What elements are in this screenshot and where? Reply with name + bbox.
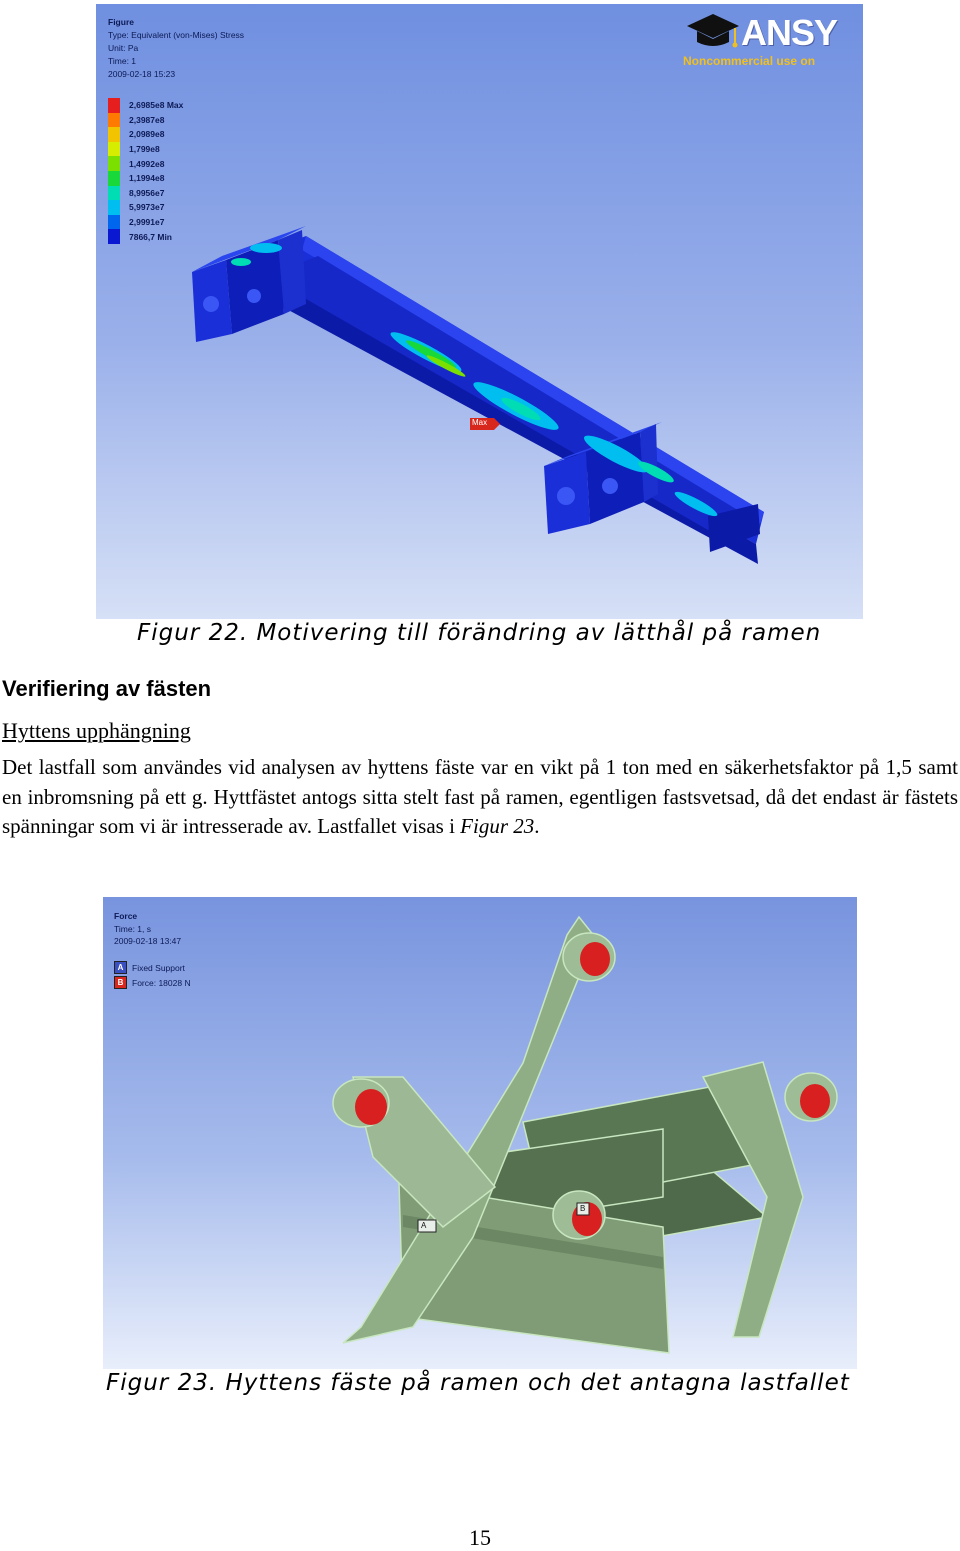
boundary-label: Force: 18028 N	[132, 977, 191, 988]
boundary-key: B	[114, 976, 127, 989]
frame-model-render	[96, 4, 863, 619]
boss-left	[333, 1079, 389, 1127]
figure-reference-link[interactable]: Figur 23	[460, 814, 535, 838]
scale-label: 1,4992e8	[129, 158, 165, 169]
force-marker: B	[580, 1204, 586, 1213]
meta-line: Type: Equivalent (von-Mises) Stress	[108, 30, 245, 40]
meta-line: Figure	[108, 17, 134, 27]
boss-top-back	[563, 933, 615, 981]
scale-label: 2,6985e8 Max	[129, 100, 184, 111]
scale-label: 1,1994e8	[129, 173, 165, 184]
meta-line: Time: 1	[108, 56, 137, 66]
meta-line: 2009-02-18 13:47	[114, 936, 182, 946]
scale-label: 2,0989e8	[129, 129, 165, 140]
max-stress-marker: Max	[472, 418, 488, 427]
paragraph-end: .	[534, 814, 540, 838]
logo-wordmark: ANSY	[741, 12, 838, 53]
scale-label: 5,9973e7	[129, 202, 165, 213]
figure-23-caption: Figur 23. Hyttens fäste på ramen och det antagna lastfallet	[106, 1370, 850, 1396]
logo-subtext: Noncommercial use on	[683, 54, 816, 68]
meta-line: 2009-02-18 15:23	[108, 69, 176, 79]
scale-label: 1,799e8	[129, 144, 160, 155]
paragraph-text: Det lastfall som användes vid analysen av hyttens fäste var en vikt på 1 ton med en säkerhetsfaktor på 1,5 samt en inbromsning på ett g. Hyttfästet antogs sitta stelt fast på ramen, egentligen fastsvetsad, då det endast är fästets spänningar som vi är intresserade av. Lastfallet visas i	[2, 755, 958, 838]
figure-22-stress-plot	[96, 4, 863, 619]
fixed-support-marker: A	[421, 1221, 427, 1230]
section-heading: Verifiering av fästen	[2, 676, 212, 701]
page-number: 15	[469, 1525, 491, 1550]
boundary-key: A	[114, 961, 127, 974]
bracket-model-render	[103, 897, 857, 1369]
scale-label: 2,9991e7	[129, 217, 165, 228]
figure-22-caption: Figur 22. Motivering till förändring av lätthål på ramen	[137, 620, 822, 646]
meta-line: Unit: Pa	[108, 43, 139, 53]
scale-label: 2,3987e8	[129, 114, 165, 125]
boss-right	[785, 1073, 837, 1121]
body-paragraph	[2, 753, 958, 842]
figure-23-bracket-model	[103, 897, 857, 1369]
meta-line: Force	[114, 911, 138, 921]
scale-label: 8,9956e7	[129, 187, 165, 198]
scale-label: 7866,7 Min	[129, 231, 172, 242]
boundary-label: Fixed Support	[132, 962, 185, 973]
meta-line: Time: 1, s	[114, 923, 151, 934]
subsection-heading: Hyttens upphängning	[2, 718, 191, 743]
